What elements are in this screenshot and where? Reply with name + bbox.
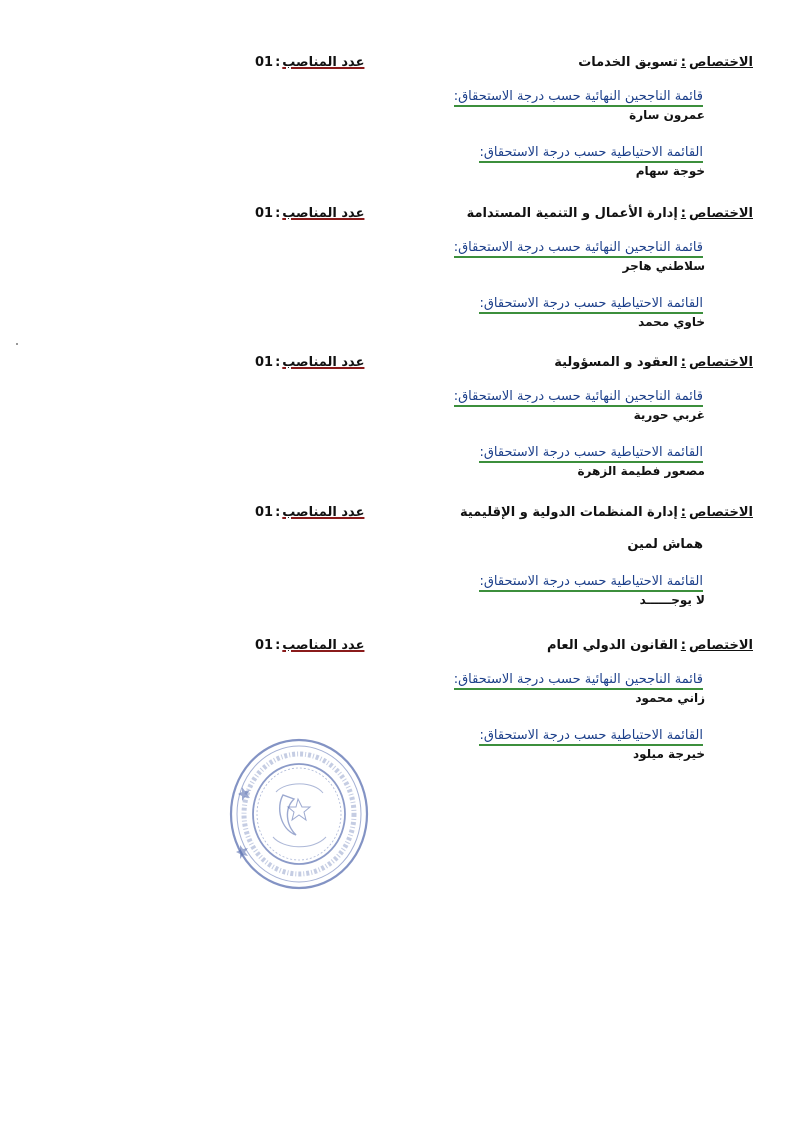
posts-value: 01 bbox=[255, 355, 274, 370]
specialty-name: العقود و المسؤولية bbox=[554, 355, 678, 370]
posts-count: عدد المناصب:01 bbox=[255, 355, 365, 370]
posts-label: عدد المناصب bbox=[282, 355, 365, 370]
main-list-title: قائمة الناجحين النهائية حسب درجة الاستحقاق: bbox=[454, 240, 703, 258]
main-list-name: عمرون سارة bbox=[629, 108, 705, 122]
main-list-title: قائمة الناجحين النهائية حسب درجة الاستحقاق: bbox=[454, 389, 703, 407]
posts-value: 01 bbox=[255, 638, 274, 653]
posts-count: عدد المناصب:01 bbox=[255, 55, 365, 70]
specialty-header: الاختصاص:إدارة المنظمات الدولية و الإقليمية عدد المناصب:01 bbox=[255, 505, 753, 520]
reserve-list-title: القائمة الاحتياطية حسب درجة الاستحقاق: bbox=[479, 296, 703, 314]
main-list-title: قائمة الناجحين النهائية حسب درجة الاستحقاق: bbox=[454, 89, 703, 107]
reserve-list-name: خوجة سهام bbox=[635, 164, 705, 178]
reserve-list-name: خيرجة ميلود bbox=[632, 747, 705, 761]
specialty-section bbox=[255, 355, 753, 479]
specialty-header: الاختصاص:العقود و المسؤولية عدد المناصب:01 bbox=[255, 355, 753, 370]
specialty-section bbox=[255, 55, 753, 179]
posts-count: عدد المناصب:01 bbox=[255, 206, 365, 221]
posts-label: عدد المناصب bbox=[282, 55, 365, 70]
specialty-section bbox=[255, 206, 753, 330]
main-list-name: سلاطني هاجر bbox=[622, 259, 705, 273]
specialty-name: تسويق الخدمات bbox=[578, 55, 678, 70]
posts-label: عدد المناصب bbox=[282, 206, 365, 221]
posts-count: عدد المناصب:01 bbox=[255, 505, 365, 520]
specialty-header: الاختصاص:إدارة الأعمال و التنمية المستدامة عدد المناصب:01 bbox=[255, 206, 753, 221]
main-list-title: قائمة الناجحين النهائية حسب درجة الاستحقاق: bbox=[454, 672, 703, 690]
specialty-label: الاختصاص bbox=[689, 355, 753, 370]
specialty-name: إدارة المنظمات الدولية و الإقليمية bbox=[460, 505, 678, 520]
posts-value: 01 bbox=[255, 505, 274, 520]
posts-label: عدد المناصب bbox=[282, 505, 365, 520]
reserve-list-title: القائمة الاحتياطية حسب درجة الاستحقاق: bbox=[479, 145, 703, 163]
scan-speck bbox=[16, 343, 18, 345]
specialty-label: الاختصاص bbox=[689, 55, 753, 70]
specialty-label: الاختصاص bbox=[689, 206, 753, 221]
specialty-label: الاختصاص bbox=[689, 505, 753, 520]
posts-value: 01 bbox=[255, 206, 274, 221]
reserve-list-title: القائمة الاحتياطية حسب درجة الاستحقاق: bbox=[479, 445, 703, 463]
reserve-list-name: لا يوجــــــد bbox=[639, 593, 705, 607]
main-list-name: هماش لمين bbox=[627, 537, 703, 552]
specialty-label: الاختصاص bbox=[689, 638, 753, 653]
reserve-list-name: مصعور فطيمة الزهرة bbox=[577, 464, 705, 478]
official-stamp bbox=[228, 737, 370, 891]
main-list-name: زاني محمود bbox=[635, 691, 705, 705]
main-list-name: غربي حورية bbox=[633, 408, 705, 422]
specialty-name: إدارة الأعمال و التنمية المستدامة bbox=[466, 206, 678, 221]
posts-value: 01 bbox=[255, 55, 274, 70]
reserve-list-title: القائمة الاحتياطية حسب درجة الاستحقاق: bbox=[479, 728, 703, 746]
specialty-name: القانون الدولي العام bbox=[546, 638, 678, 653]
reserve-list-name: خاوي محمد bbox=[638, 315, 705, 329]
specialty-header: الاختصاص:القانون الدولي العام عدد المناصب:01 bbox=[255, 638, 753, 653]
specialty-header: الاختصاص:تسويق الخدمات عدد المناصب:01 bbox=[255, 55, 753, 70]
specialty-section bbox=[255, 505, 753, 608]
posts-count: عدد المناصب:01 bbox=[255, 638, 365, 653]
reserve-list-title: القائمة الاحتياطية حسب درجة الاستحقاق: bbox=[479, 574, 703, 592]
posts-label: عدد المناصب bbox=[282, 638, 365, 653]
